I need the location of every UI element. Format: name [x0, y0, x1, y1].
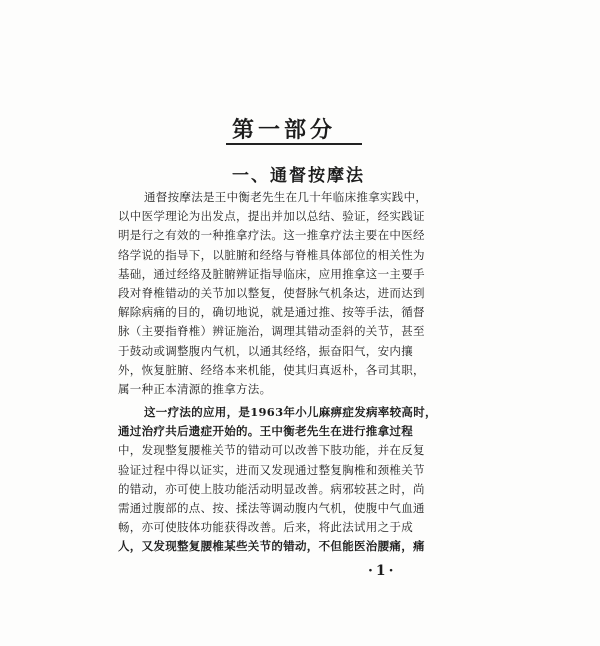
paragraph-2-line: 需通过腹部的点、按、揉法等调动腹内气机，使腹中气血通	[118, 501, 425, 515]
paragraph-1-line: 属一种正本清源的推拿方法。	[118, 381, 272, 396]
paragraph-1-line: 通督按摩法是王中衡老先生在几十年临床推拿实践中，	[144, 190, 428, 204]
page-number: ·1·	[368, 563, 397, 579]
section-title: 一、通督按摩法	[232, 166, 365, 186]
paragraph-2-line: 中，发现整复腰椎关节的错动可以改善下肢功能，并在反复	[118, 443, 425, 458]
paragraph-2-line: 验证过程中得以证实，进而又发现通过整复胸椎和颈椎关节	[118, 462, 425, 477]
paragraph-1-line: 络学说的指导下，以脏腑和经络与脊椎具体部位的相关性为	[118, 247, 425, 262]
paragraph-2-line: 这一疗法的应用，是1963年小儿麻痹症发病率较高时，	[144, 405, 437, 420]
paragraph-1-line: 脉（主要指脊椎）辨证施治，调理其错动歪斜的关节，甚至	[118, 324, 425, 339]
paragraph-2-line: 畅，亦可使肢体功能获得改善。后来，将此法试用之于成	[118, 520, 413, 535]
body-text	[118, 188, 458, 557]
paragraph-1-line: 以中医学理论为出发点，提出并加以总结、验证，经实践证	[118, 209, 425, 224]
part-title-underline	[226, 143, 362, 145]
paragraph-2-line: 的错动，亦可使上肢功能活动明显改善。病邪较甚之时，尚	[118, 481, 425, 496]
paragraph-2-line: 通过治疗共后遗症开始的。王中衡老先生在进行推拿过程	[118, 424, 413, 439]
paragraph-1-line: 基础，通过经络及脏腑辨证指导临床，应用推拿这一主要手	[118, 266, 425, 281]
paragraph-1-line: 明是行之有效的一种推拿疗法。这一推拿疗法主要在中医经	[118, 228, 425, 243]
paragraph-1-line: 段对脊椎错动的关节加以整复，使督脉气机条达，进而达到	[118, 285, 425, 300]
part-title: 第一部分	[232, 117, 337, 143]
paragraph-1-line: 外，恢复脏腑、经络本来机能，使其归真返朴，各司其职，	[118, 362, 425, 377]
paragraph-1-line: 解除病痛的目的，确切地说，就是通过推、按等手法，循督	[118, 305, 425, 320]
paragraph-2-line: 人，又发现整复腰椎某些关节的错动，不但能医治腰痛，痛	[118, 539, 425, 554]
paragraph-1-line: 于鼓动或调整腹内气机，以通其经络，振奋阳气，安内攘	[118, 343, 413, 358]
